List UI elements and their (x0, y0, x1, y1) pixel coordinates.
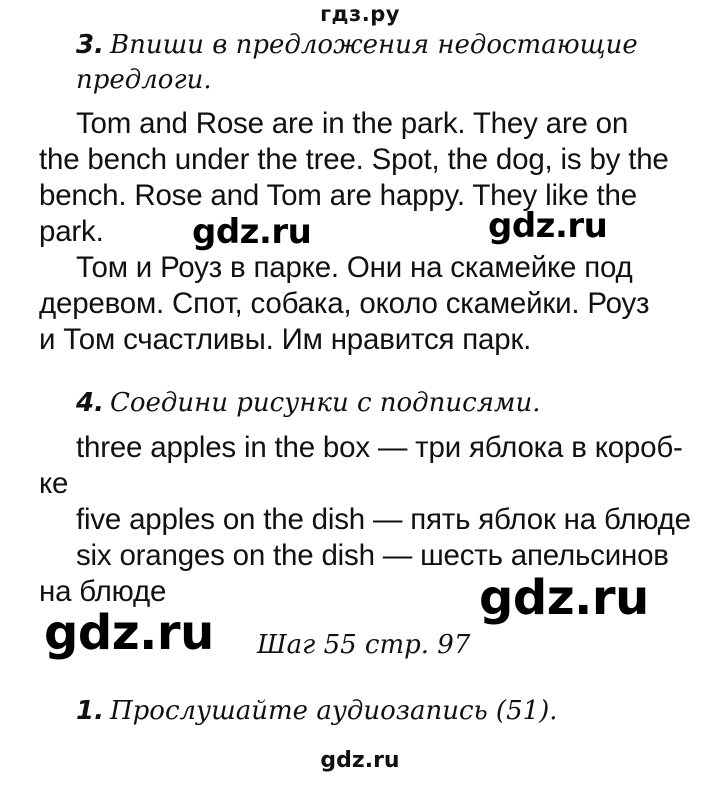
exercise-1-number: 1. (76, 696, 104, 726)
text-line: the bench under the tree. Spot, the dog, is by the (39, 143, 669, 176)
exercise-3-russian-text (39, 250, 680, 358)
exercise-4-number: 4. (76, 388, 104, 418)
watermark: gdz.ru (488, 206, 608, 246)
text-line: ке (39, 467, 69, 500)
exercise-3-instruction-line-1: Впиши в предложения недостающие (109, 30, 638, 60)
exercise-1-heading (76, 694, 676, 729)
site-footer: gdz.ru (320, 748, 400, 773)
text-line: и Том счастливы. Им нравится парк. (39, 323, 532, 356)
watermark: gdz.ru (192, 212, 312, 252)
text-line: Том и Роуз в парке. Они на скамейке под (76, 251, 633, 284)
text-line: на блюде (39, 575, 167, 608)
text-line: six oranges on the dish — шесть апельсинов (76, 539, 669, 572)
exercise-1-instruction: Прослушайте аудиозапись (51). (109, 696, 558, 726)
site-header: гдз.ру (320, 2, 400, 26)
text-line: деревом. Спот, собака, около скамейки. Роуз (39, 287, 650, 320)
text-line: three apples in the box — три яблока в короб- (76, 431, 683, 464)
exercise-4-instruction: Соедини рисунки с подписями. (109, 388, 541, 418)
exercise-4-heading (76, 386, 676, 421)
text-line: five apples on the dish — пять яблок на блюде (76, 503, 691, 536)
exercise-3-instruction-line-2: предлоги. (76, 65, 212, 95)
text-line: bench. Rose and Tom are happy. They like the (39, 179, 637, 212)
watermark: gdz.ru (44, 605, 214, 661)
step-title: Шаг 55 стр. 97 (257, 630, 471, 660)
exercise-3-number: 3. (76, 30, 104, 60)
text-line: Tom and Rose are in the park. They are on (76, 107, 629, 140)
watermark: gdz.ru (479, 570, 649, 626)
text-line: park. (39, 215, 104, 248)
exercise-3-heading (76, 28, 676, 98)
